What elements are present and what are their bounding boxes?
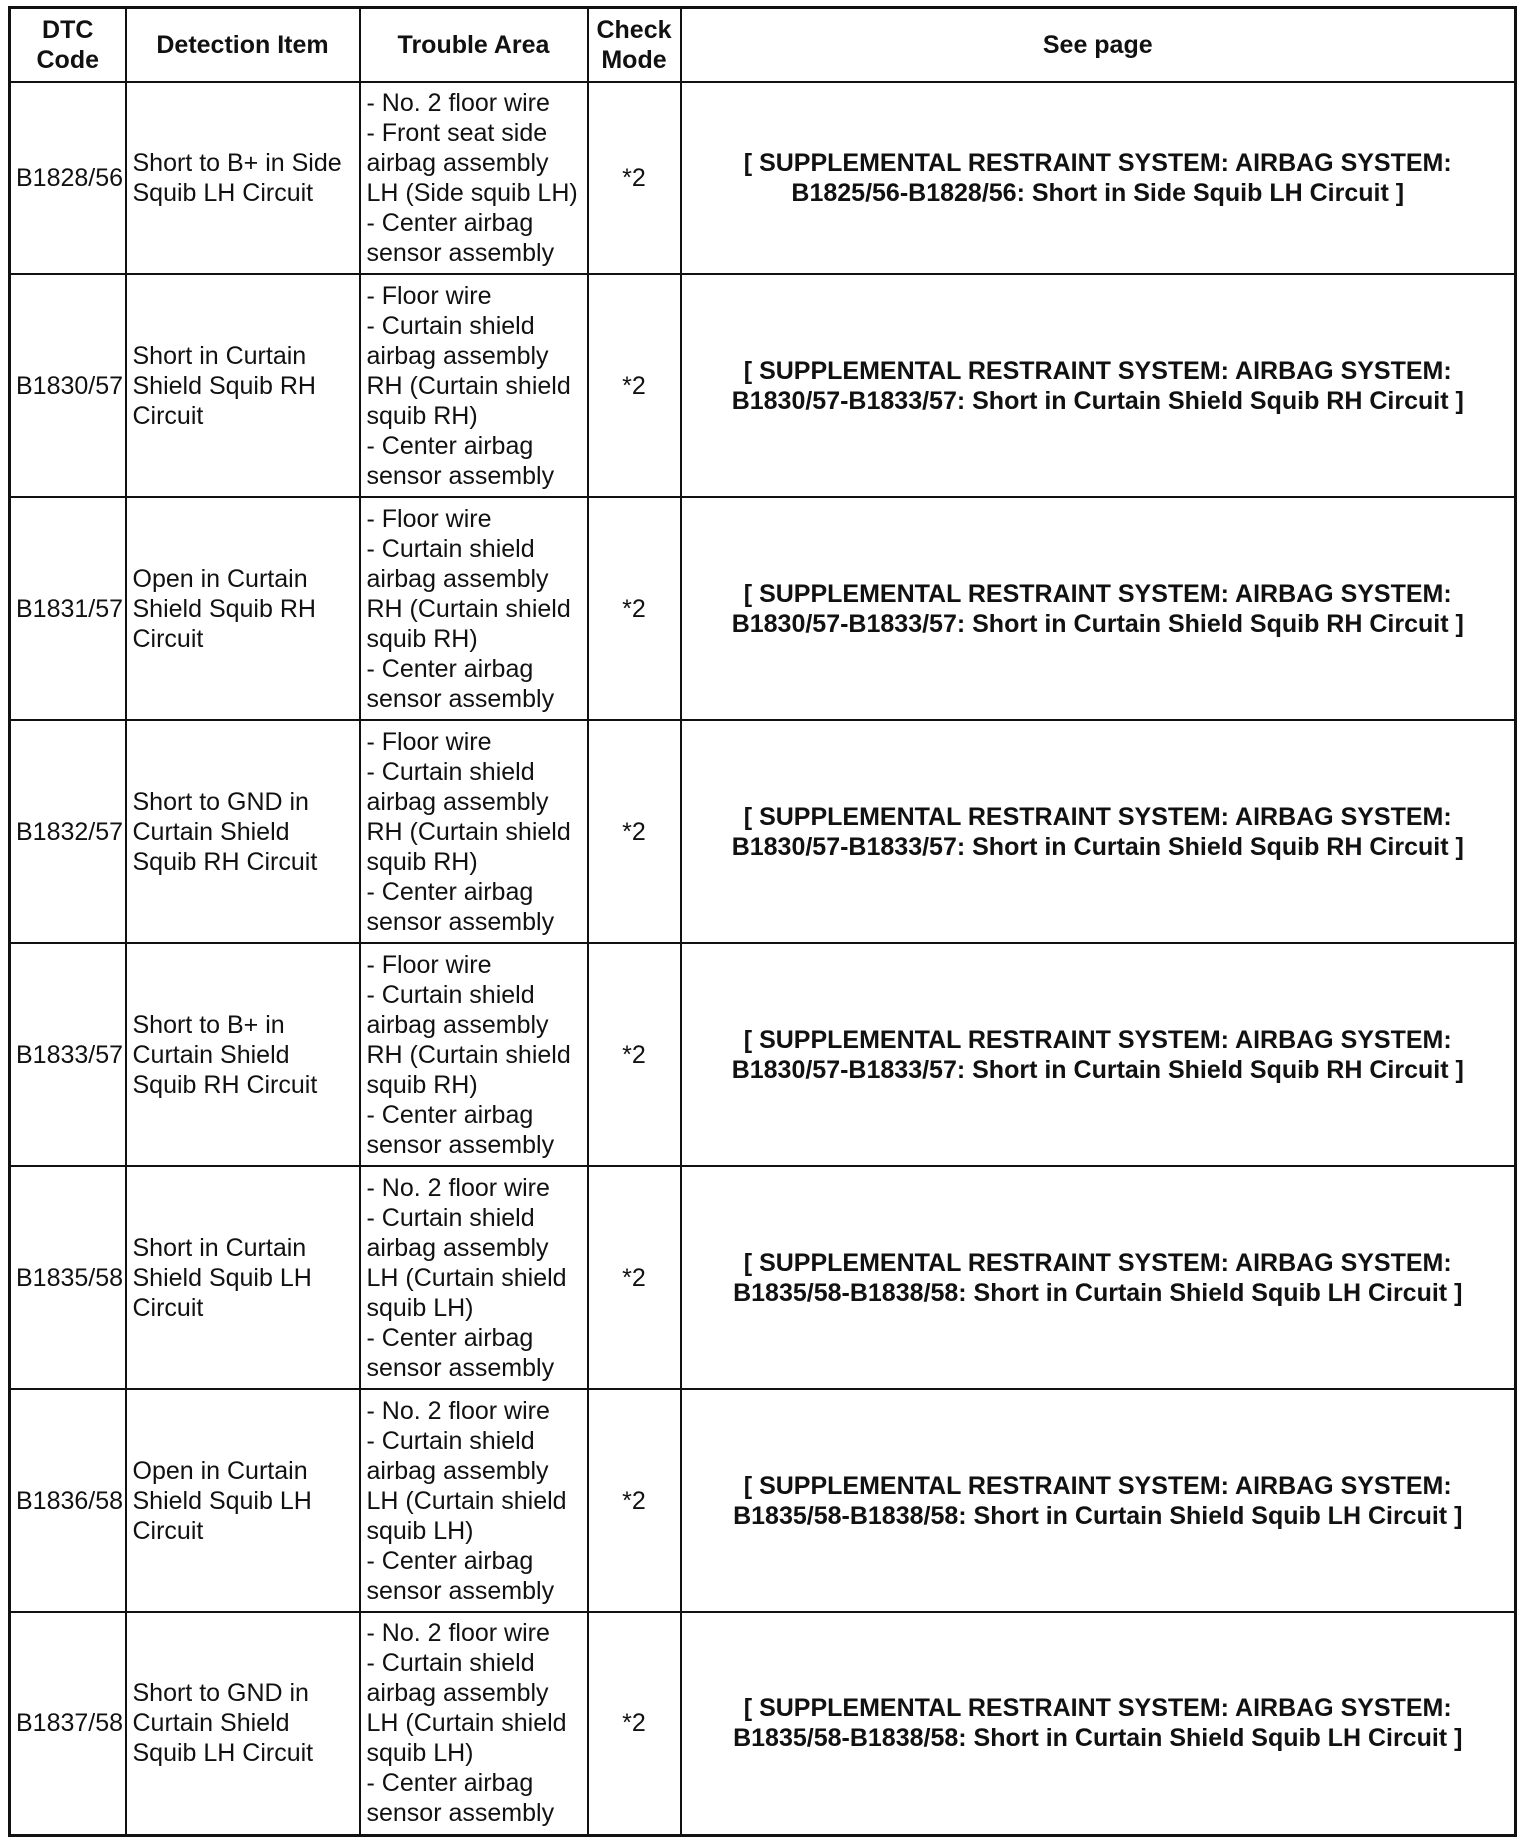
dtc-code-cell: B1836/58 (10, 1389, 126, 1612)
see-page-link-line: [ SUPPLEMENTAL RESTRAINT SYSTEM: AIRBAG SYSTEM: (743, 1025, 1452, 1054)
detection-item-cell-line: Circuit (132, 1516, 204, 1545)
detection-item-cell (126, 720, 360, 943)
trouble-area-cell-line: squib LH) (366, 1739, 474, 1768)
detection-item-cell-line: Short to B+ in (132, 1010, 285, 1039)
see-page-link[interactable] (681, 497, 1516, 720)
see-page-link-line: [ SUPPLEMENTAL RESTRAINT SYSTEM: AIRBAG SYSTEM: (743, 1471, 1452, 1500)
detection-item-cell-line: Curtain Shield (132, 1709, 290, 1738)
check-mode-cell: *2 (588, 497, 681, 720)
header-detection-item: Detection Item (126, 8, 360, 83)
see-page-link-line: B1835/58-B1838/58: Short in Curtain Shield Squib LH Circuit ] (733, 1724, 1463, 1753)
detection-item-cell-line: Circuit (132, 624, 204, 653)
trouble-area-cell-line: - Curtain shield (366, 1203, 535, 1232)
detection-item-cell-line: Shield Squib LH (132, 1263, 312, 1292)
trouble-area-cell-line: - Curtain shield (366, 311, 535, 340)
see-page-link[interactable] (681, 1389, 1516, 1612)
trouble-area-cell-line: - Floor wire (366, 281, 492, 310)
detection-item-cell-line: Shield Squib RH (132, 371, 316, 400)
trouble-area-cell-line: RH (Curtain shield (366, 594, 571, 623)
trouble-area-cell-line: squib RH) (366, 847, 478, 876)
detection-item-cell (126, 82, 360, 274)
trouble-area-cell-line: airbag assembly (366, 341, 549, 370)
trouble-area-cell-line: - Curtain shield (366, 1649, 535, 1678)
detection-item-cell-line: Open in Curtain (132, 1456, 308, 1485)
table-row (10, 943, 1516, 1166)
trouble-area-cell-line: - No. 2 floor wire (366, 89, 550, 117)
trouble-area-cell-line: - Curtain shield (366, 980, 535, 1009)
header-see-page: See page (681, 8, 1516, 83)
detection-item-cell (126, 1166, 360, 1389)
table-row (10, 497, 1516, 720)
see-page-link[interactable] (681, 720, 1516, 943)
detection-item-cell-line: Circuit (132, 1293, 204, 1322)
trouble-area-cell-line: LH (Curtain shield (366, 1486, 567, 1515)
dtc-code-cell: B1837/58 (10, 1612, 126, 1835)
trouble-area-cell-line: airbag assembly (366, 1456, 549, 1485)
trouble-area-cell-line: - Curtain shield (366, 534, 535, 563)
trouble-area-cell-line: - No. 2 floor wire (366, 1173, 550, 1202)
dtc-code-cell: B1828/56 (10, 82, 126, 274)
see-page-link-line: [ SUPPLEMENTAL RESTRAINT SYSTEM: AIRBAG SYSTEM: (743, 149, 1452, 177)
dtc-code-cell: B1832/57 (10, 720, 126, 943)
trouble-area-cell-line: sensor assembly (366, 684, 555, 713)
trouble-area-cell-line: - Center airbag (366, 877, 534, 906)
see-page-link[interactable] (681, 943, 1516, 1166)
table-row (10, 274, 1516, 497)
trouble-area-cell-line: sensor assembly (366, 239, 555, 267)
trouble-area-cell-line: - Curtain shield (366, 1426, 535, 1455)
trouble-area-cell-line: airbag assembly (366, 1233, 549, 1262)
trouble-area-cell-line: RH (Curtain shield (366, 1040, 571, 1069)
trouble-area-cell-line: - Floor wire (366, 950, 492, 979)
check-mode-cell: *2 (588, 1612, 681, 1835)
trouble-area-cell-line: sensor assembly (366, 1353, 555, 1382)
detection-item-cell-line: Short to B+ in Side (132, 149, 342, 177)
trouble-area-cell-line: squib RH) (366, 401, 478, 430)
check-mode-cell: *2 (588, 1166, 681, 1389)
detection-item-cell-line: Short to GND in (132, 787, 309, 816)
detection-item-cell-line: Curtain Shield (132, 817, 290, 846)
detection-item-cell (126, 1389, 360, 1612)
header-row (10, 8, 1516, 83)
trouble-area-cell-line: - Center airbag (366, 1769, 534, 1798)
trouble-area-cell-line: sensor assembly (366, 1130, 555, 1159)
dtc-code-cell: B1835/58 (10, 1166, 126, 1389)
trouble-area-cell-line: - Center airbag (366, 1100, 534, 1129)
see-page-link-line: B1825/56-B1828/56: Short in Side Squib LH Circuit ] (791, 179, 1405, 207)
trouble-area-cell-line: airbag assembly (366, 1010, 549, 1039)
detection-item-cell (126, 274, 360, 497)
trouble-area-cell-line: LH (Curtain shield (366, 1709, 567, 1738)
see-page-link-line: B1835/58-B1838/58: Short in Curtain Shield Squib LH Circuit ] (733, 1501, 1463, 1530)
dtc-code-cell: B1830/57 (10, 274, 126, 497)
trouble-area-cell-line: sensor assembly (366, 1576, 555, 1605)
detection-item-cell-line: Circuit (132, 401, 204, 430)
table-row (10, 1166, 1516, 1389)
see-page-link[interactable] (681, 274, 1516, 497)
trouble-area-cell (360, 82, 588, 274)
trouble-area-cell-line: - Floor wire (366, 504, 492, 533)
trouble-area-cell-line: RH (Curtain shield (366, 371, 571, 400)
see-page-link[interactable] (681, 1612, 1516, 1835)
detection-item-cell (126, 1612, 360, 1835)
detection-item-cell-line: Squib RH Circuit (132, 847, 318, 876)
trouble-area-cell-line: - Center airbag (366, 654, 534, 683)
see-page-link-line: [ SUPPLEMENTAL RESTRAINT SYSTEM: AIRBAG SYSTEM: (743, 1248, 1452, 1277)
trouble-area-cell-line: - Center airbag (366, 1323, 534, 1352)
trouble-area-cell-line: - No. 2 floor wire (366, 1396, 550, 1425)
detection-item-cell (126, 943, 360, 1166)
trouble-area-cell (360, 1389, 588, 1612)
trouble-area-cell-line: LH (Side squib LH) (366, 179, 578, 207)
trouble-area-cell-line: squib RH) (366, 1070, 478, 1099)
table-row (10, 1612, 1516, 1835)
check-mode-cell: *2 (588, 720, 681, 943)
trouble-area-cell-line: LH (Curtain shield (366, 1263, 567, 1292)
see-page-link-line: B1830/57-B1833/57: Short in Curtain Shield Squib RH Circuit ] (731, 386, 1464, 415)
trouble-area-cell-line: squib LH) (366, 1516, 474, 1545)
trouble-area-cell-line: airbag assembly (366, 149, 549, 177)
header-trouble-area: Trouble Area (360, 8, 588, 83)
trouble-area-cell (360, 497, 588, 720)
dtc-code-cell: B1833/57 (10, 943, 126, 1166)
see-page-link-line: [ SUPPLEMENTAL RESTRAINT SYSTEM: AIRBAG SYSTEM: (743, 579, 1452, 608)
table-row (10, 1389, 1516, 1612)
detection-item-cell-line: Short in Curtain (132, 1233, 307, 1262)
header-dtc-code: DTC Code (10, 8, 126, 83)
see-page-link-line: [ SUPPLEMENTAL RESTRAINT SYSTEM: AIRBAG SYSTEM: (743, 1694, 1452, 1723)
detection-item-cell-line: Shield Squib LH (132, 1486, 312, 1515)
trouble-area-cell-line: squib RH) (366, 624, 478, 653)
trouble-area-cell-line: RH (Curtain shield (366, 817, 571, 846)
see-page-link-line: [ SUPPLEMENTAL RESTRAINT SYSTEM: AIRBAG SYSTEM: (743, 356, 1452, 385)
detection-item-cell-line: Curtain Shield (132, 1040, 290, 1069)
detection-item-cell-line: Shield Squib RH (132, 594, 316, 623)
dtc-table (8, 6, 1517, 1837)
trouble-area-cell (360, 1612, 588, 1835)
trouble-area-cell-line: - No. 2 floor wire (366, 1619, 550, 1648)
check-mode-cell: *2 (588, 274, 681, 497)
see-page-link-line: [ SUPPLEMENTAL RESTRAINT SYSTEM: AIRBAG SYSTEM: (743, 802, 1452, 831)
trouble-area-cell (360, 1166, 588, 1389)
trouble-area-cell-line: airbag assembly (366, 1679, 549, 1708)
see-page-link-line: B1830/57-B1833/57: Short in Curtain Shield Squib RH Circuit ] (731, 832, 1464, 861)
trouble-area-cell-line: squib LH) (366, 1293, 474, 1322)
dtc-code-cell: B1831/57 (10, 497, 126, 720)
detection-item-cell-line: Squib RH Circuit (132, 1070, 318, 1099)
trouble-area-cell-line: - Center airbag (366, 1546, 534, 1575)
trouble-area-cell (360, 274, 588, 497)
trouble-area-cell (360, 943, 588, 1166)
trouble-area-cell-line: - Center airbag (366, 431, 534, 460)
detection-item-cell (126, 497, 360, 720)
see-page-link-line: B1835/58-B1838/58: Short in Curtain Shield Squib LH Circuit ] (733, 1278, 1463, 1307)
trouble-area-cell-line: sensor assembly (366, 461, 555, 490)
trouble-area-cell-line: - Center airbag (366, 209, 534, 237)
see-page-link-line: B1830/57-B1833/57: Short in Curtain Shield Squib RH Circuit ] (731, 609, 1464, 638)
table-row (10, 720, 1516, 943)
header-check-mode: Check Mode (588, 8, 681, 83)
detection-item-cell-line: Short to GND in (132, 1679, 309, 1708)
trouble-area-cell-line: airbag assembly (366, 564, 549, 593)
trouble-area-cell-line: - Floor wire (366, 727, 492, 756)
detection-item-cell-line: Squib LH Circuit (132, 1739, 314, 1768)
see-page-link[interactable] (681, 1166, 1516, 1389)
trouble-area-cell-line: airbag assembly (366, 787, 549, 816)
detection-item-cell-line: Squib LH Circuit (132, 179, 314, 207)
trouble-area-cell (360, 720, 588, 943)
trouble-area-cell-line: - Front seat side (366, 119, 548, 147)
check-mode-cell: *2 (588, 943, 681, 1166)
see-page-link-line: B1830/57-B1833/57: Short in Curtain Shield Squib RH Circuit ] (731, 1055, 1464, 1084)
trouble-area-cell-line: - Curtain shield (366, 757, 535, 786)
detection-item-cell-line: Short in Curtain (132, 341, 307, 370)
trouble-area-cell-line: sensor assembly (366, 1799, 555, 1828)
trouble-area-cell-line: sensor assembly (366, 907, 555, 936)
see-page-link[interactable] (681, 82, 1516, 274)
check-mode-cell: *2 (588, 1389, 681, 1612)
table-row (10, 82, 1516, 274)
detection-item-cell-line: Open in Curtain (132, 564, 308, 593)
check-mode-cell: *2 (588, 82, 681, 274)
